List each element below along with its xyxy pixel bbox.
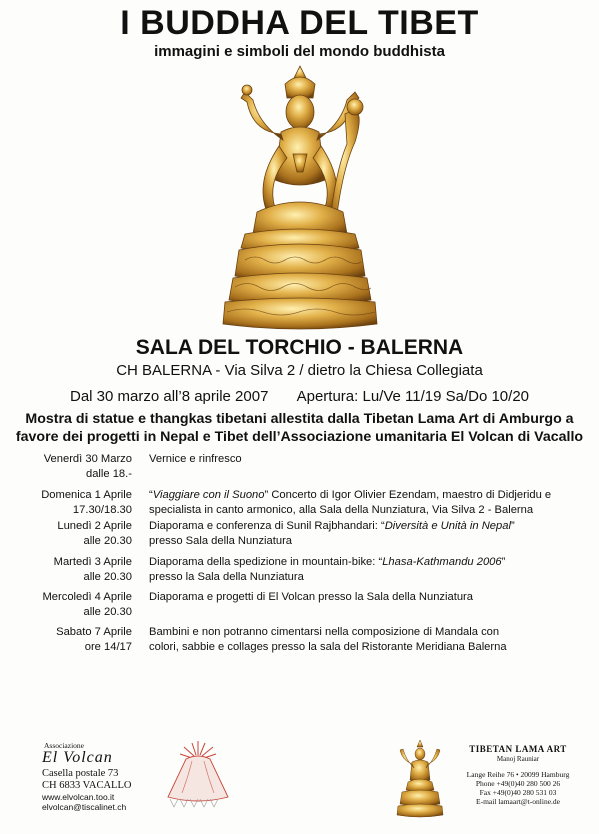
- buddha-statue-image: [195, 62, 405, 332]
- association-label: Associazione: [44, 741, 84, 750]
- event-title: Lhasa-Kathmandu 2006: [382, 556, 502, 568]
- event-line: “Viaggiare con il Suono” Concerto di Igor Olivier Ezendam, maestro di Didjeridu e: [149, 489, 552, 501]
- small-buddha-statue-image: [390, 738, 450, 818]
- event-description: [149, 488, 569, 517]
- poster-subtitle: immagini e simboli del mondo buddhista: [154, 43, 445, 60]
- event-time: 17.30/18.30: [72, 503, 132, 516]
- event-time: dalle 18.-: [85, 467, 132, 480]
- event-time: alle 20.30: [83, 605, 132, 618]
- event-when: [20, 488, 132, 517]
- tla-person: Manoj Rauniar: [496, 755, 540, 763]
- event-description: [149, 590, 569, 605]
- event-line: Bambini e non potranno cimentarsi nella composizione di Mandala con: [149, 626, 500, 638]
- event-when: [20, 452, 132, 481]
- event-when: [20, 519, 132, 548]
- association-contacts: [42, 792, 126, 812]
- event-line: presso la Sala della Nunziatura: [149, 570, 304, 583]
- association-address: Casella postale 73 CH 6833 VACALLO: [42, 768, 132, 791]
- event-description: [149, 555, 569, 584]
- association-website: www.elvolcan.too.it: [42, 792, 115, 802]
- el-volcan-logo: El Volcan: [42, 749, 113, 766]
- event-line: Vernice e rinfresco: [149, 453, 242, 465]
- dates-line: [0, 388, 599, 405]
- event-day: Martedì 3 Aprile: [53, 556, 132, 568]
- event-time: alle 20.30: [83, 570, 132, 583]
- event-line: colori, sabbie e collages presso la sala del Ristorante Meridiana Balerna: [149, 640, 507, 653]
- exhibition-period: Dal 30 marzo all’8 aprile 2007: [69, 388, 269, 405]
- event-line: specialista in canto armonico, alla Sala della Nunziatura, Via Silva 2 - Balerna: [149, 503, 534, 516]
- venue-address: CH BALERNA - Via Silva 2 / dietro la Chiesa Collegiata: [116, 362, 483, 379]
- event-line: Diaporama e conferenza di Sunil Rajbhandari: “Diversità e Unità in Nepal”: [149, 520, 515, 532]
- event-description: [149, 519, 569, 548]
- event-title: Diversità e Unità in Nepal: [384, 520, 511, 532]
- opening-hours: Apertura: Lu/Ve 11/19 Sa/Do 10/20: [296, 388, 529, 405]
- event-line: presso Sala della Nunziatura: [149, 534, 293, 547]
- tla-address: Lange Reihe 76 • 20099 Hamburg Phone +49(0)40 280 500 26 Fax +49(0)40 280 531 03 E-mail lamaart@t-online.de: [466, 770, 570, 806]
- event-day: Lunedì 2 Aprile: [57, 520, 132, 532]
- tibetan-lama-art-contact: [458, 744, 578, 806]
- event-day: Sabato 7 Aprile: [56, 626, 132, 638]
- event-time: alle 20.30: [83, 534, 132, 547]
- venue-name: SALA DEL TORCHIO - BALERNA: [135, 336, 464, 359]
- poster-title: I BUDDHA DEL TIBET: [120, 4, 479, 42]
- tla-name: TIBETAN LAMA ART: [469, 744, 567, 754]
- exhibition-description: Mostra di statue e thangkas tibetani allestita dalla Tibetan Lama Art di Amburgo a favore dei progetti in Nepal e Tibet dell’Associazione umanitaria El Volcan di Vacallo: [15, 411, 584, 445]
- event-title: Viaggiare con il Suono: [152, 489, 265, 501]
- event-day: Mercoledì 4 Aprile: [42, 591, 132, 603]
- association-email: elvolcan@tiscalinet.ch: [42, 802, 127, 812]
- event-line: Diaporama della spedizione in mountain-bike: “Lhasa-Kathmandu 2006”: [149, 556, 506, 568]
- event-description: [149, 452, 569, 467]
- event-when: [20, 625, 132, 654]
- event-time: ore 14/17: [84, 640, 132, 653]
- event-day: Venerdì 30 Marzo: [43, 453, 132, 465]
- event-line: Diaporama e progetti di El Volcan presso la Sala della Nunziatura: [149, 591, 473, 603]
- event-when: [20, 555, 132, 584]
- event-when: [20, 590, 132, 619]
- event-day: Domenica 1 Aprile: [41, 489, 132, 501]
- volcano-drawing: [148, 741, 248, 811]
- event-description: [149, 625, 569, 654]
